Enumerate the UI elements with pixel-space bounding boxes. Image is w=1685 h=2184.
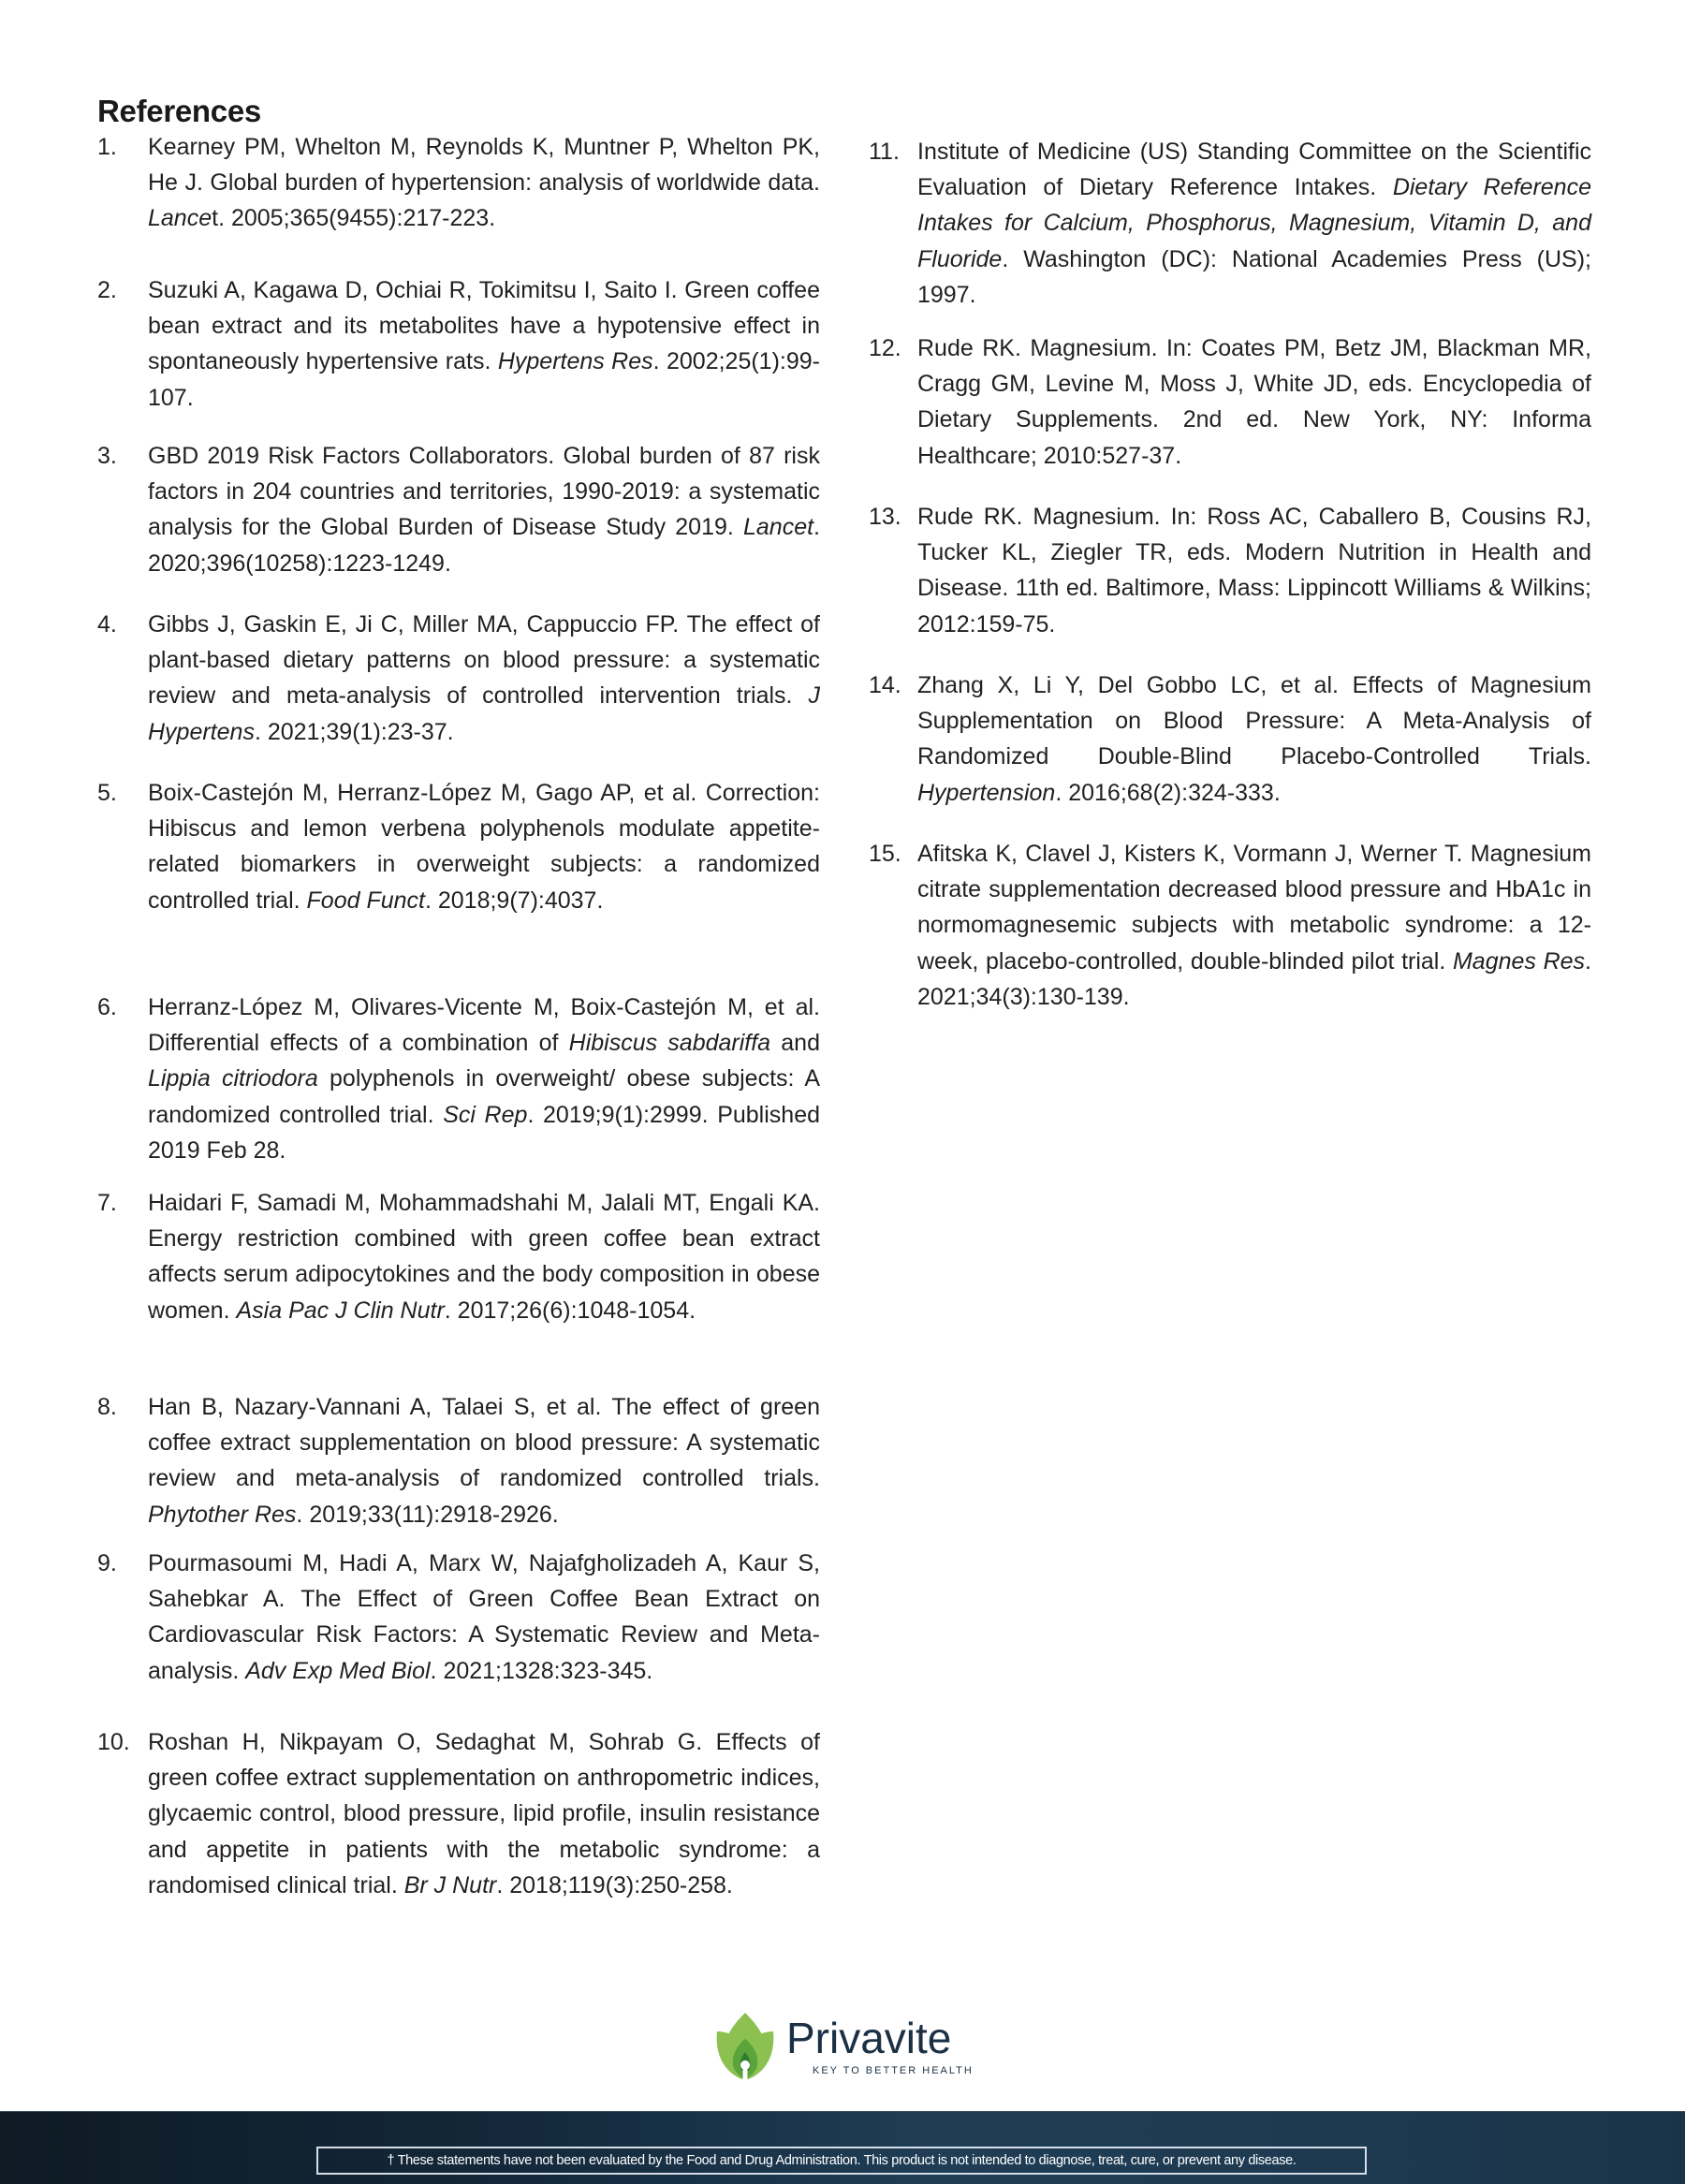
italic-citation: Hypertension (917, 779, 1056, 806)
reference-item (869, 667, 1591, 811)
italic-citation: Br J Nutr (403, 1871, 497, 1898)
italic-citation: Lancet (742, 514, 814, 541)
reference-number: 7. (97, 1190, 117, 1216)
reference-item (97, 1546, 820, 1689)
reference-text: Pourmasoumi M, Hadi A, Marx W, Najafgholizadeh A, Kaur S, Sahebkar A. The Effect of Green Coffee Bean Extract on Cardiovascular Risk Factors: A Systematic Review and Meta-analysis. Adv Exp Med Biol. 2021;1328:323-345. (148, 1550, 820, 1684)
italic-citation: Food Funct (306, 887, 425, 914)
reference-item (97, 272, 820, 416)
italic-citation: Adv Exp Med Biol (245, 1657, 431, 1684)
reference-text: Han B, Nazary-Vannani A, Talaei S, et al. The effect of green coffee extract supplementation on blood pressure: A systematic review and meta-analysis of randomized controlled trials. Phytother Res. 2019;33(11):2918-2926. (148, 1394, 820, 1528)
reference-item (869, 134, 1591, 313)
references-heading: References (97, 94, 261, 128)
reference-number: 10. (97, 1729, 130, 1755)
reference-number: 1. (97, 134, 117, 160)
reference-number: 4. (97, 611, 117, 638)
reference-text: Rude RK. Magnesium. In: Ross AC, Caballero B, Cousins RJ, Tucker KL, Ziegler TR, eds. Modern Nutrition in Health and Disease. 11th ed. Baltimore, Mass: Lippincott Williams & Wilkins; 2012:159-75. (917, 504, 1591, 638)
reference-item (97, 1724, 820, 1903)
footer-band (0, 2111, 1685, 2184)
reference-text: Boix-Castejón M, Herranz-López M, Gago AP, et al. Correction: Hibiscus and lemon verbena polyphenols modulate appetite-related biomarkers in overweight subjects: a randomized controlled trial. Food Funct. 2018;9(7):4037. (148, 780, 820, 914)
italic-citation: Hypertens Res (497, 348, 653, 375)
reference-item (97, 438, 820, 581)
reference-text: Zhang X, Li Y, Del Gobbo LC, et al. Effects of Magnesium Supplementation on Blood Pressure: A Meta-Analysis of Randomized Double-Blind Placebo-Controlled Trials. Hypertension. 2016;68(2):324-333. (917, 672, 1591, 806)
italic-citation: Sci Rep (443, 1101, 528, 1128)
italic-citation: Dietary Reference Intakes for Calcium, Phosphorus, Magnesium, Vitamin D, and Fluoride (917, 174, 1591, 272)
italic-citation: Phytother Res (148, 1501, 297, 1528)
reference-number: 14. (869, 672, 901, 698)
italic-citation: J Hypertens (148, 682, 820, 745)
italic-citation: Hibiscus sabdariffa (568, 1030, 771, 1057)
reference-number: 8. (97, 1394, 117, 1420)
reference-number: 13. (869, 504, 901, 530)
reference-item (97, 989, 820, 1168)
reference-number: 9. (97, 1550, 117, 1576)
reference-item (97, 129, 820, 237)
reference-number: 15. (869, 841, 901, 867)
brand-tagline: KEY TO BETTER HEALTH (813, 2065, 974, 2076)
reference-item (97, 607, 820, 750)
reference-text: Afitska K, Clavel J, Kisters K, Vormann J, Werner T. Magnesium citrate supplementation decreased blood pressure and HbA1c in normomagnesemic subjects with metabolic syndrome: a 12-week, placebo-controlled, double-blinded pilot trial. Magnes Res. 2021;34(3):130-139. (917, 841, 1591, 1010)
reference-text: Gibbs J, Gaskin E, Ji C, Miller MA, Cappuccio FP. The effect of plant-based dietary patterns on blood pressure: a systematic review and meta-analysis of controlled intervention trials. J Hypertens. 2021;39(1):23-37. (148, 611, 820, 745)
reference-item (97, 1389, 820, 1532)
reference-text: Rude RK. Magnesium. In: Coates PM, Betz JM, Blackman MR, Cragg GM, Levine M, Moss J, White JD, eds. Encyclopedia of Dietary Supplements. 2nd ed. New York, NY: Informa Healthcare; 2010:527-37. (917, 335, 1591, 469)
reference-text: Institute of Medicine (US) Standing Committee on the Scientific Evaluation of Dietary Reference Intakes. Dietary Reference Intakes for Calcium, Phosphorus, Magnesium, Vitamin D, and Fluoride. Washington (DC): National Academies Press (US); 1997. (917, 139, 1591, 308)
reference-item (869, 499, 1591, 642)
italic-citation: Asia Pac J Clin Nutr (236, 1297, 445, 1324)
reference-text: Haidari F, Samadi M, Mohammadshahi M, Jalali MT, Engali KA. Energy restriction combined with green coffee bean extract affects serum adipocytokines and the body composition in obese women. Asia Pac J Clin Nutr. 2017;26(6):1048-1054. (148, 1190, 820, 1324)
leaf-keyhole-icon (710, 2011, 781, 2082)
fda-disclaimer: † These statements have not been evaluated by the Food and Drug Administration. This product is not intended to diagnose, treat, cure, or prevent any disease. (316, 2147, 1367, 2175)
reference-text: Kearney PM, Whelton M, Reynolds K, Muntner P, Whelton PK, He J. Global burden of hypertension: analysis of worldwide data. Lancet. 2005;365(9455):217-223. (148, 134, 820, 232)
italic-citation: Magnes Res (1452, 947, 1586, 975)
reference-number: 5. (97, 780, 117, 806)
reference-text: GBD 2019 Risk Factors Collaborators. Global burden of 87 risk factors in 204 countries and territories, 1990-2019: a systematic analysis for the Global Burden of Disease Study 2019. Lancet. 2020;396(10258):1223-1249. (148, 443, 820, 577)
brand-name: Privavite (786, 2014, 952, 2062)
reference-item (97, 1185, 820, 1328)
reference-number: 3. (97, 443, 117, 469)
italic-citation: Lippia citriodora (148, 1065, 318, 1092)
reference-number: 2. (97, 277, 117, 303)
privavite-logo (710, 2011, 981, 2082)
reference-item (869, 330, 1591, 474)
reference-text: Herranz-López M, Olivares-Vicente M, Boix-Castejón M, et al. Differential effects of a combination of Hibiscus sabdariffa and Lippia citriodora polyphenols in overweight/ obese subjects: A randomized controlled trial. Sci Rep. 2019;9(1):2999. Published 2019 Feb 28. (148, 994, 820, 1164)
reference-item (97, 775, 820, 918)
reference-text: Roshan H, Nikpayam O, Sedaghat M, Sohrab G. Effects of green coffee extract supplementation on anthropometric indices, glycaemic control, blood pressure, lipid profile, insulin resistance and appetite in patients with the metabolic syndrome: a randomised clinical trial. Br J Nutr. 2018;119(3):250-258. (148, 1729, 820, 1898)
reference-number: 6. (97, 994, 117, 1020)
reference-number: 11. (869, 139, 900, 165)
reference-item (869, 836, 1591, 1015)
reference-number: 12. (869, 335, 901, 361)
italic-citation: Lance (148, 205, 212, 232)
reference-text: Suzuki A, Kagawa D, Ochiai R, Tokimitsu I, Saito I. Green coffee bean extract and its metabolites have a hypotensive effect in spontaneously hypertensive rats. Hypertens Res. 2002;25(1):99-107. (148, 277, 820, 411)
